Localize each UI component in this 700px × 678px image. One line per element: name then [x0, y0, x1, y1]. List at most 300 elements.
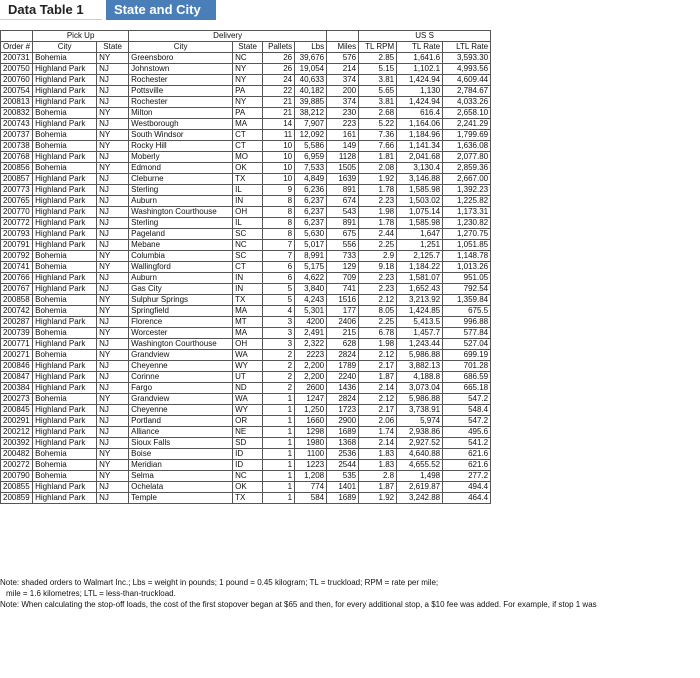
table-cell: 200742: [1, 306, 33, 317]
table-cell: 8.05: [359, 306, 397, 317]
table-cell: NJ: [97, 339, 129, 350]
table-cell: 3,130.4: [397, 163, 443, 174]
table-cell: Temple: [129, 493, 233, 504]
table-cell: 1,013.26: [443, 262, 491, 273]
table-cell: 1.81: [359, 152, 397, 163]
note-line-3: Note: When calculating the stop-off loads, the cost of the first stopover began at $65 and then, for every additional stop, a $10 fee was added. For example, if stop 1 was: [0, 600, 597, 609]
table-cell: 200856: [1, 163, 33, 174]
table-cell: 2: [263, 372, 295, 383]
table-cell: 200482: [1, 449, 33, 460]
table-cell: 1247: [295, 394, 327, 405]
table-cell: Highland Park: [33, 482, 97, 493]
table-cell: 1: [263, 493, 295, 504]
table-cell: 7.36: [359, 130, 397, 141]
column-header: Lbs: [295, 42, 327, 53]
table-cell: 3,840: [295, 284, 327, 295]
table-cell: Highland Park: [33, 339, 97, 350]
table-cell: 4,188.8: [397, 372, 443, 383]
table-cell: Highland Park: [33, 284, 97, 295]
table-cell: 1,359.84: [443, 295, 491, 306]
table-cell: Highland Park: [33, 372, 97, 383]
tab-state-and-city[interactable]: State and City: [106, 0, 216, 20]
table-row: [1, 251, 491, 262]
table-cell: 2.9: [359, 251, 397, 262]
table-cell: Bohemia: [33, 251, 97, 262]
column-header: State: [97, 42, 129, 53]
table-cell: 2600: [295, 383, 327, 394]
table-cell: 200790: [1, 471, 33, 482]
table-cell: 5,017: [295, 240, 327, 251]
table-cell: NE: [233, 427, 263, 438]
table-cell: 200273: [1, 394, 33, 405]
table-cell: WY: [233, 405, 263, 416]
table-cell: 2,491: [295, 328, 327, 339]
table-cell: 951.05: [443, 273, 491, 284]
table-cell: Washington Courthouse: [129, 339, 233, 350]
table-cell: 4: [263, 306, 295, 317]
table-cell: 1: [263, 482, 295, 493]
group-spacer: [1, 31, 33, 42]
table-cell: 200771: [1, 339, 33, 350]
table-cell: 200792: [1, 251, 33, 262]
table-cell: 4,655.52: [397, 460, 443, 471]
table-cell: 1,230.82: [443, 218, 491, 229]
footnotes: [0, 577, 700, 610]
table-cell: 616.4: [397, 108, 443, 119]
orders-table: [0, 30, 491, 504]
table-cell: 1: [263, 460, 295, 471]
table-cell: Washington Courthouse: [129, 207, 233, 218]
table-cell: Highland Park: [33, 493, 97, 504]
table-cell: OK: [233, 482, 263, 493]
table-cell: NJ: [97, 207, 129, 218]
table-cell: 200832: [1, 108, 33, 119]
table-row: [1, 449, 491, 460]
table-cell: 1,208: [295, 471, 327, 482]
table-cell: 741: [327, 284, 359, 295]
table-cell: 2.17: [359, 361, 397, 372]
table-cell: 8,991: [295, 251, 327, 262]
table-cell: 1.78: [359, 218, 397, 229]
table-cell: 214: [327, 64, 359, 75]
table-cell: 230: [327, 108, 359, 119]
table-cell: Highland Park: [33, 75, 97, 86]
table-cell: 11: [263, 130, 295, 141]
table-cell: NY: [97, 251, 129, 262]
table-cell: 2.23: [359, 273, 397, 284]
table-cell: 1,652.43: [397, 284, 443, 295]
table-cell: 7: [263, 251, 295, 262]
table-cell: NY: [97, 130, 129, 141]
table-cell: 621.6: [443, 449, 491, 460]
table-cell: 1223: [295, 460, 327, 471]
table-cell: 1,141.34: [397, 141, 443, 152]
table-cell: NY: [97, 328, 129, 339]
table-cell: Pageland: [129, 229, 233, 240]
table-cell: 200287: [1, 317, 33, 328]
table-row: [1, 97, 491, 108]
table-cell: 674: [327, 196, 359, 207]
table-cell: Highland Park: [33, 97, 97, 108]
table-cell: 495.6: [443, 427, 491, 438]
table-cell: 10: [263, 152, 295, 163]
table-cell: 1,457.7: [397, 328, 443, 339]
table-cell: Auburn: [129, 196, 233, 207]
table-cell: 24: [263, 75, 295, 86]
table-cell: SC: [233, 229, 263, 240]
table-cell: Pottsville: [129, 86, 233, 97]
table-cell: 4,640.88: [397, 449, 443, 460]
table-row: [1, 460, 491, 471]
table-cell: 5,301: [295, 306, 327, 317]
table-cell: 675: [327, 229, 359, 240]
table-cell: 8: [263, 207, 295, 218]
table-cell: NJ: [97, 482, 129, 493]
table-cell: 3,073.04: [397, 383, 443, 394]
table-cell: Highland Park: [33, 64, 97, 75]
table-cell: NJ: [97, 405, 129, 416]
table-cell: 3,593.30: [443, 53, 491, 64]
table-cell: 2,077.80: [443, 152, 491, 163]
table-row: [1, 405, 491, 416]
table-cell: NY: [97, 471, 129, 482]
table-cell: 3: [263, 339, 295, 350]
table-cell: TX: [233, 174, 263, 185]
table-cell: NJ: [97, 317, 129, 328]
table-cell: 774: [295, 482, 327, 493]
table-cell: Bohemia: [33, 460, 97, 471]
table-cell: Bohemia: [33, 471, 97, 482]
table-row: [1, 317, 491, 328]
table-cell: 891: [327, 185, 359, 196]
table-cell: Cheyenne: [129, 405, 233, 416]
table-cell: 5,986.88: [397, 350, 443, 361]
table-cell: 2: [263, 383, 295, 394]
table-cell: Highland Park: [33, 383, 97, 394]
table-cell: Auburn: [129, 273, 233, 284]
table-cell: NJ: [97, 75, 129, 86]
table-cell: 1,148.78: [443, 251, 491, 262]
table-cell: NJ: [97, 86, 129, 97]
table-cell: 1789: [327, 361, 359, 372]
table-cell: 3,738.91: [397, 405, 443, 416]
table-cell: NJ: [97, 218, 129, 229]
table-cell: IN: [233, 284, 263, 295]
table-row: [1, 119, 491, 130]
table-cell: 1: [263, 394, 295, 405]
table-cell: Bohemia: [33, 130, 97, 141]
table-cell: 577.84: [443, 328, 491, 339]
table-row: [1, 108, 491, 119]
table-row: [1, 339, 491, 350]
table-cell: NJ: [97, 229, 129, 240]
table-cell: 1,164.06: [397, 119, 443, 130]
table-cell: NJ: [97, 152, 129, 163]
table-cell: 200765: [1, 196, 33, 207]
table-cell: 1,173.31: [443, 207, 491, 218]
table-cell: NJ: [97, 383, 129, 394]
table-cell: 21: [263, 108, 295, 119]
table-cell: ID: [233, 449, 263, 460]
table-cell: 576: [327, 53, 359, 64]
table-cell: 2240: [327, 372, 359, 383]
table-cell: 2.25: [359, 317, 397, 328]
table-cell: 200741: [1, 262, 33, 273]
table-cell: 1505: [327, 163, 359, 174]
table-cell: 3.81: [359, 97, 397, 108]
table-cell: 10: [263, 141, 295, 152]
table-cell: NJ: [97, 174, 129, 185]
table-cell: NY: [97, 163, 129, 174]
table-cell: UT: [233, 372, 263, 383]
table-row: [1, 306, 491, 317]
table-cell: 2.85: [359, 53, 397, 64]
table-cell: Highland Park: [33, 273, 97, 284]
table-cell: OK: [233, 163, 263, 174]
table-cell: 464.4: [443, 493, 491, 504]
column-header: City: [33, 42, 97, 53]
table-cell: 4,849: [295, 174, 327, 185]
table-cell: Greensboro: [129, 53, 233, 64]
table-cell: 1,130: [397, 86, 443, 97]
table-row: [1, 240, 491, 251]
column-header: Miles: [327, 42, 359, 53]
column-header: TL Rate: [397, 42, 443, 53]
table-cell: Highland Park: [33, 405, 97, 416]
table-cell: CT: [233, 262, 263, 273]
table-cell: 129: [327, 262, 359, 273]
table-row: [1, 229, 491, 240]
table-cell: 1,799.69: [443, 130, 491, 141]
column-header: City: [129, 42, 233, 53]
table-cell: 200793: [1, 229, 33, 240]
table-row: [1, 75, 491, 86]
table-row: [1, 383, 491, 394]
table-cell: 5: [263, 295, 295, 306]
table-cell: 149: [327, 141, 359, 152]
table-cell: 1,243.44: [397, 339, 443, 350]
table-cell: 1.78: [359, 185, 397, 196]
table-row: [1, 64, 491, 75]
table-cell: 223: [327, 119, 359, 130]
table-cell: 1368: [327, 438, 359, 449]
table-row: [1, 196, 491, 207]
table-cell: 891: [327, 218, 359, 229]
table-cell: 6,237: [295, 218, 327, 229]
table-cell: 200731: [1, 53, 33, 64]
table-cell: Highland Park: [33, 207, 97, 218]
table-cell: 2.14: [359, 383, 397, 394]
table-cell: 4,993.56: [443, 64, 491, 75]
table-cell: Worcester: [129, 328, 233, 339]
table-cell: 1.83: [359, 449, 397, 460]
table-cell: 2406: [327, 317, 359, 328]
table-cell: NY: [97, 394, 129, 405]
table-cell: 2: [263, 350, 295, 361]
table-cell: 5,413.5: [397, 317, 443, 328]
table-cell: TX: [233, 295, 263, 306]
table-cell: 26: [263, 64, 295, 75]
table-cell: Edmond: [129, 163, 233, 174]
table-cell: 2,200: [295, 361, 327, 372]
table-row: [1, 493, 491, 504]
table-cell: 2.12: [359, 394, 397, 405]
table-cell: TX: [233, 493, 263, 504]
table-cell: 2.44: [359, 229, 397, 240]
table-cell: 494.4: [443, 482, 491, 493]
table-cell: 200: [327, 86, 359, 97]
table-cell: NJ: [97, 438, 129, 449]
table-row: [1, 174, 491, 185]
table-cell: Columbia: [129, 251, 233, 262]
table-cell: NJ: [97, 372, 129, 383]
table-cell: IL: [233, 218, 263, 229]
table-cell: Portland: [129, 416, 233, 427]
table-cell: Rochester: [129, 75, 233, 86]
table-cell: Grandview: [129, 394, 233, 405]
table-cell: Bohemia: [33, 394, 97, 405]
table-cell: 5,586: [295, 141, 327, 152]
table-cell: 1: [263, 427, 295, 438]
table-cell: 1,102.1: [397, 64, 443, 75]
table-cell: 8: [263, 196, 295, 207]
table-cell: Rocky Hill: [129, 141, 233, 152]
table-cell: NY: [97, 306, 129, 317]
table-cell: 1,636.08: [443, 141, 491, 152]
table-cell: Highland Park: [33, 427, 97, 438]
table-cell: 215: [327, 328, 359, 339]
table-cell: 665.18: [443, 383, 491, 394]
table-cell: 1723: [327, 405, 359, 416]
note-line-1: Note: shaded orders to Walmart Inc.; Lbs = weight in pounds; 1 pound = 0.45 kilogram; TL = truckload; RPM = rate per mile;: [0, 578, 439, 587]
table-cell: 2,241.29: [443, 119, 491, 130]
table-cell: Highland Park: [33, 185, 97, 196]
table-cell: 2.08: [359, 163, 397, 174]
table-cell: 2,125.7: [397, 251, 443, 262]
table-row: [1, 394, 491, 405]
table-cell: 1.87: [359, 372, 397, 383]
table-cell: 3.81: [359, 75, 397, 86]
table-cell: CT: [233, 141, 263, 152]
table-cell: Bohemia: [33, 53, 97, 64]
table-cell: NY: [97, 295, 129, 306]
table-cell: 200750: [1, 64, 33, 75]
table-cell: Moberly: [129, 152, 233, 163]
table-cell: 200743: [1, 119, 33, 130]
table-row: [1, 273, 491, 284]
table-cell: Highland Park: [33, 317, 97, 328]
table-cell: Cleburne: [129, 174, 233, 185]
table-row: [1, 427, 491, 438]
table-cell: 5,986.88: [397, 394, 443, 405]
table-cell: NJ: [97, 284, 129, 295]
tab-data-table-1[interactable]: Data Table 1: [0, 0, 102, 20]
table-cell: 9.18: [359, 262, 397, 273]
column-header: TL RPM: [359, 42, 397, 53]
table-cell: 1,251: [397, 240, 443, 251]
table-cell: 699.19: [443, 350, 491, 361]
table-cell: NY: [97, 449, 129, 460]
table-cell: 374: [327, 97, 359, 108]
table-cell: SC: [233, 251, 263, 262]
table-cell: Highland Park: [33, 119, 97, 130]
table-cell: 4,033.26: [443, 97, 491, 108]
table-row: [1, 416, 491, 427]
table-cell: 200271: [1, 350, 33, 361]
group-delivery: Delivery: [129, 31, 327, 42]
table-cell: 200859: [1, 493, 33, 504]
table-cell: 21: [263, 97, 295, 108]
table-cell: 1128: [327, 152, 359, 163]
table-cell: 628: [327, 339, 359, 350]
table-cell: 2.23: [359, 284, 397, 295]
table-cell: 1100: [295, 449, 327, 460]
table-cell: Rochester: [129, 97, 233, 108]
table-cell: 374: [327, 75, 359, 86]
table-cell: Highland Park: [33, 196, 97, 207]
table-cell: 5: [263, 284, 295, 295]
table-cell: SD: [233, 438, 263, 449]
table-cell: 2: [263, 361, 295, 372]
table-cell: 38,212: [295, 108, 327, 119]
table-cell: Bohemia: [33, 262, 97, 273]
table-cell: 200392: [1, 438, 33, 449]
table-cell: 5.15: [359, 64, 397, 75]
table-row: [1, 361, 491, 372]
table-cell: IL: [233, 185, 263, 196]
table-cell: 39,676: [295, 53, 327, 64]
table-cell: 12,092: [295, 130, 327, 141]
table-cell: 6,236: [295, 185, 327, 196]
table-cell: NY: [97, 141, 129, 152]
table-row: [1, 482, 491, 493]
table-cell: 2.14: [359, 438, 397, 449]
table-row: [1, 284, 491, 295]
table-cell: 10: [263, 174, 295, 185]
table-cell: 6,959: [295, 152, 327, 163]
table-cell: WY: [233, 361, 263, 372]
table-cell: NY: [97, 350, 129, 361]
table-cell: 1,075.14: [397, 207, 443, 218]
table-cell: 792.54: [443, 284, 491, 295]
table-cell: 1: [263, 416, 295, 427]
table-cell: 1,503.02: [397, 196, 443, 207]
table-cell: NY: [97, 262, 129, 273]
table-cell: 2223: [295, 350, 327, 361]
table-cell: 1980: [295, 438, 327, 449]
table-cell: NJ: [97, 97, 129, 108]
column-header: State: [233, 42, 263, 53]
table-cell: 543: [327, 207, 359, 218]
table-cell: MO: [233, 152, 263, 163]
table-cell: 1,424.94: [397, 97, 443, 108]
table-cell: 1689: [327, 493, 359, 504]
table-cell: NY: [97, 53, 129, 64]
table-cell: 3,213.92: [397, 295, 443, 306]
table-cell: 2,041.68: [397, 152, 443, 163]
table-row: [1, 53, 491, 64]
table-cell: 200766: [1, 273, 33, 284]
table-cell: 200754: [1, 86, 33, 97]
table-cell: NJ: [97, 493, 129, 504]
table-cell: 40,182: [295, 86, 327, 97]
table-cell: 7: [263, 240, 295, 251]
table-cell: 1,184.22: [397, 262, 443, 273]
table-cell: 556: [327, 240, 359, 251]
table-cell: 200845: [1, 405, 33, 416]
table-cell: 26: [263, 53, 295, 64]
table-cell: 200212: [1, 427, 33, 438]
